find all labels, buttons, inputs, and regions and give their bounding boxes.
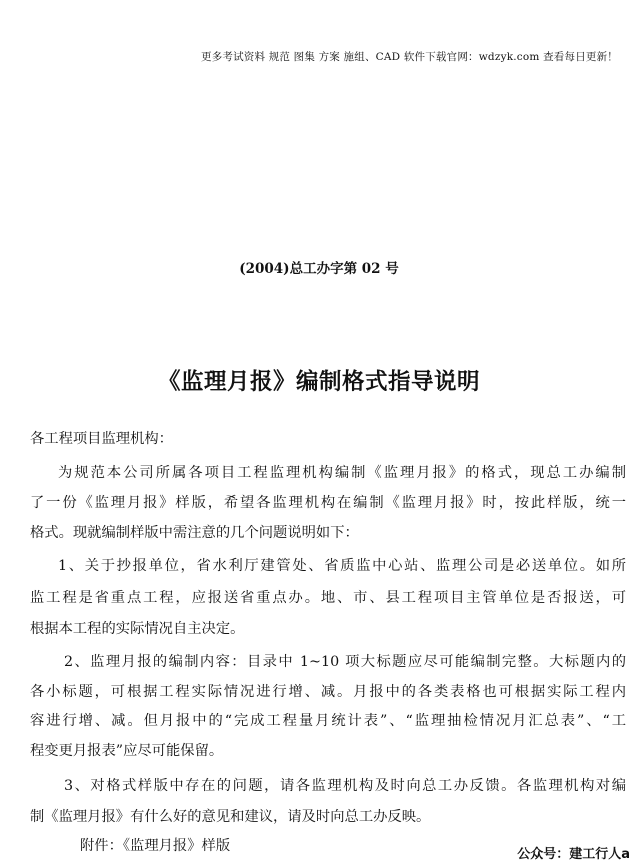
paragraph-line: 程变更月报表”应尽可能保留。 <box>30 743 224 759</box>
attachment-note: 附件：《监理月报》样版 <box>80 838 231 854</box>
watermark: 公众号：建工行人a <box>517 847 630 862</box>
paragraph-line: 格式。现就编制样版中需注意的几个问题说明如下： <box>30 525 359 541</box>
document-number: (2004)总工办字第 02 号 <box>239 261 399 277</box>
paragraph-line: 各小标题，可根据工程实际情况进行增、减。月报中的各类表格也可根据实际工程内 <box>30 684 626 700</box>
paragraph-line: 1、关于抄报单位，省水利厅建管处、省质监中心站、监理公司是必送单位。如所 <box>58 558 626 574</box>
paragraph-line: 为规范本公司所属各项目工程监理机构编制《监理月报》的格式，现总工办编制 <box>58 465 626 481</box>
document-title: 《监理月报》编制格式指导说明 <box>157 369 480 395</box>
salutation: 各工程项目监理机构： <box>30 431 173 447</box>
header-note: 更多考试资料 规范 图集 方案 施组、CAD 软件下载官网：wdzyk.com 查看每日更新！ <box>201 51 618 63</box>
paragraph-line: 容进行增、减。但月报中的“完成工程量月统计表”、“监理抽检情况月汇总表”、“工 <box>30 713 626 729</box>
paragraph-line: 根据本工程的实际情况自主决定。 <box>30 621 245 637</box>
paragraph-line: 了一份《监理月报》样版，希望各监理机构在编制《监理月报》时，按此样版，统一 <box>30 495 626 511</box>
paragraph-line: 3、对格式样版中存在的问题，请各监理机构及时向总工办反馈。各监理机构对编 <box>64 778 626 794</box>
paragraph-line: 制《监理月报》有什么好的意见和建议，请及时向总工办反映。 <box>30 809 431 825</box>
paragraph-line: 监工程是省重点工程，应报送省重点办。地、市、县工程项目主管单位是否报送，可 <box>30 590 626 606</box>
paragraph-line: 2、监理月报的编制内容：目录中 1~10 项大标题应尽可能编制完整。大标题内的 <box>64 654 626 670</box>
